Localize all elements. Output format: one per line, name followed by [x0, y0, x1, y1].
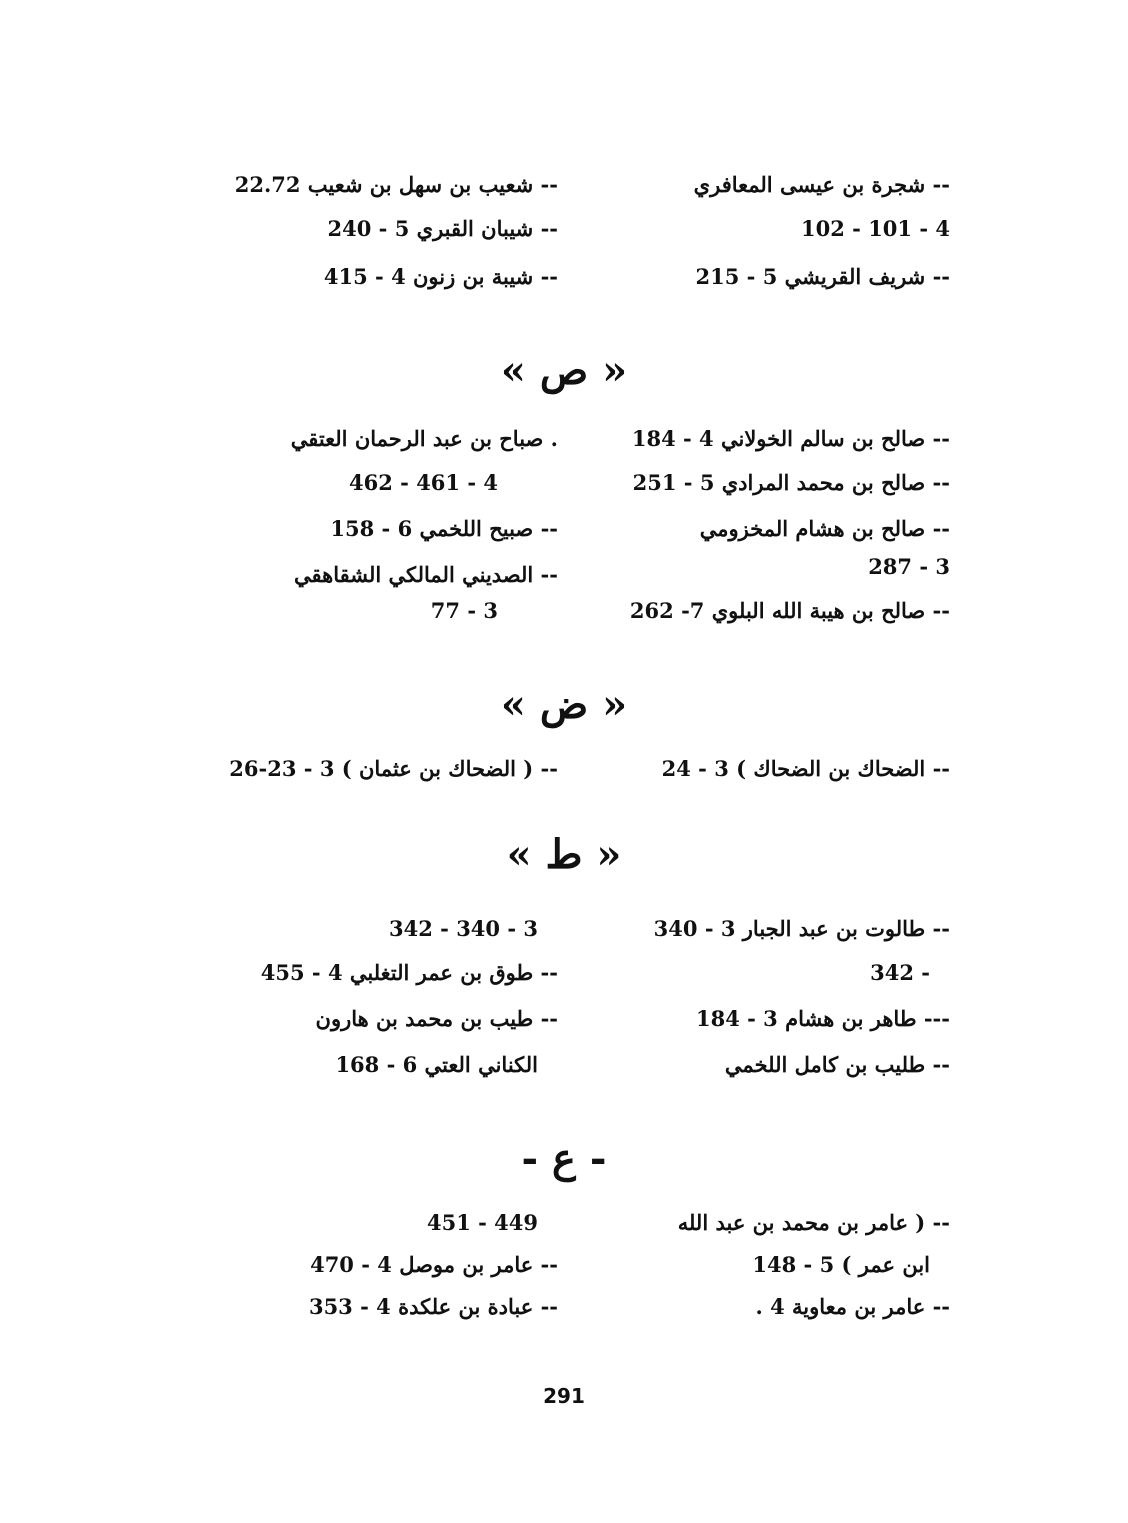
section-heading-sad: « ص »: [500, 347, 628, 394]
entry-line: 4 - 461 - 462: [349, 470, 498, 495]
section-heading-ayn: - ع -: [521, 1135, 607, 1182]
entry-line: -- عامر بن معاوية 4 .: [755, 1294, 950, 1319]
entry-line: -- شريف القريشي 5 - 215: [695, 264, 950, 289]
entry-line: -- طيب بن محمد بن هارون: [315, 1006, 558, 1031]
entry-line: -- شيبان القبري 5 - 240: [327, 216, 558, 241]
entry-line: 3 - 77: [430, 598, 498, 623]
entry-line: -- صالح بن هيبة الله البلوي 7- 262: [629, 598, 950, 623]
entry-line: ابن عمر ) 5 - 148: [752, 1252, 930, 1277]
entry-line: 3 - 287: [868, 554, 950, 579]
entry-line: -- شعيب بن سهل بن شعيب 22.72: [234, 172, 558, 197]
entry-line: -- شجرة بن عيسى المعافري: [693, 172, 950, 197]
entry-line: -- ( الضحاك بن عثمان ) 3 - 23-26: [229, 756, 558, 781]
entry-line: -- الضحاك بن الضحاك ) 3 - 24: [661, 756, 950, 781]
entry-line: -- صالح بن سالم الخولاني 4 - 184: [631, 426, 950, 451]
entry-line: الكناني العتي 6 - 168: [335, 1052, 538, 1077]
entry-line: 4 - 101 - 102: [801, 216, 950, 241]
entry-line: -- صبيح اللخمي 6 - 158: [330, 516, 558, 541]
entry-line: 3 - 340 - 342: [389, 916, 538, 941]
entry-line: -- صالح بن هشام المخزومي: [699, 516, 950, 541]
entry-line: -- عبادة بن علكدة 4 - 353: [308, 1294, 558, 1319]
entry-line: -- شيبة بن زنون 4 - 415: [323, 264, 558, 289]
entry-line: -- عامر بن موصل 4 - 470: [310, 1252, 558, 1277]
entry-line: - 342: [870, 960, 930, 985]
entry-line: -- ( عامر بن محمد بن عبد الله: [677, 1210, 950, 1235]
entry-line: 449 - 451: [426, 1210, 538, 1235]
entry-line: -- طالوت بن عبد الجبار 3 - 340: [653, 916, 950, 941]
entry-line: -- الصديني المالكي الشقاهقي: [294, 562, 558, 587]
section-heading-ta: « ط »: [506, 831, 622, 878]
entry-line: -- صالح بن محمد المرادي 5 - 251: [632, 470, 950, 495]
entry-line: -- طوق بن عمر التغلبي 4 - 455: [260, 960, 558, 985]
section-heading-dad: « ض »: [500, 681, 628, 728]
page-number: 291: [543, 1384, 585, 1408]
entry-line: . صباح بن عبد الرحمان العتقي: [290, 426, 558, 451]
entry-line: -- طليب بن كامل اللخمي: [724, 1052, 950, 1077]
entry-line: --- طاهر بن هشام 3 - 184: [695, 1006, 950, 1031]
